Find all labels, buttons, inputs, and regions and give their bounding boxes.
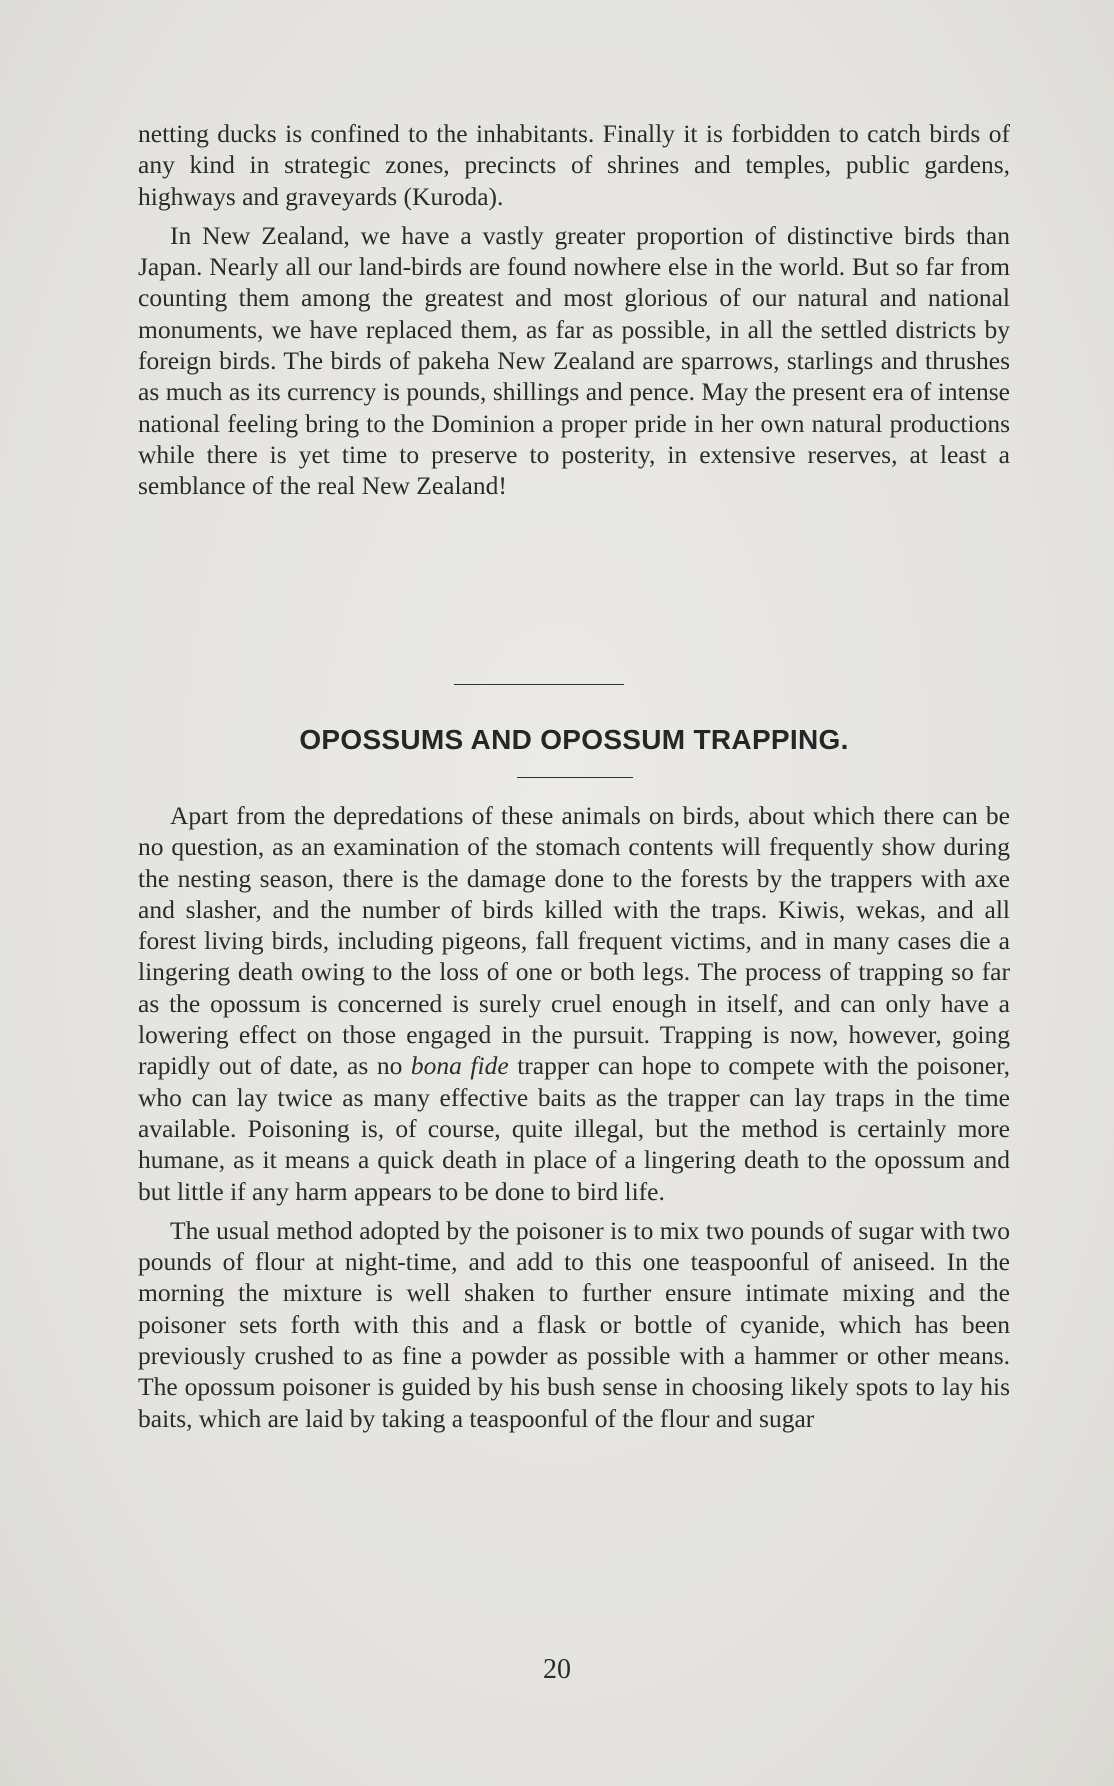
- paragraph-depredations: [138, 800, 1010, 1207]
- section-heading: OPOSSUMS AND OPOSSUM TRAPPING.: [299, 724, 849, 755]
- paragraph-depredations-part-2: trapper can hope to compete with the poisoner, who can lay twice as many effective baits as the trapper can lay traps in the time available. Poisoning is, of course, quite illegal, but the method is certainly more humane, as it means a quick death in place of a lingering death to the opossum and but little if any harm appears to be done to bird life.: [138, 1051, 1010, 1206]
- section-bottom-text: [138, 800, 1010, 1442]
- section-divider-rule: [454, 684, 624, 685]
- italic-phrase: bona fide: [410, 1051, 509, 1081]
- heading-underline-rule: [517, 777, 633, 778]
- section-top-text: [138, 118, 1010, 510]
- paragraph-depredations-part-1: Apart from the depredations of these animals on birds, about which there can be no question, as an examination of the stomach contents will frequently show during the nesting season, there is the damage done to the forests by the trappers with axe and slasher, and the number of birds killed with the traps. Kiwis, wekas, and all forest living birds, including pigeons, fall frequent victims, and in many cases die a lingering death owing to the loss of one or both legs. The process of trapping so far as the opossum is concerned is surely cruel enough in itself, and can only have a lowering effect on those engaged in the pursuit. Trapping is now, however, going rapidly out of date, as no: [138, 801, 1010, 1081]
- paragraph-continued: netting ducks is confined to the inhabitants. Finally it is forbidden to catch birds of any kind in strategic zones, precincts of shrines and temples, public gardens, highways and graveyards (Kuroda).: [138, 119, 1010, 211]
- paragraph-poisoner-method: The usual method adopted by the poisoner is to mix two pounds of sugar with two pounds of flour at night-time, and add to this one teaspoonful of aniseed. In the morning the mixture is well shaken to further ensure intimate mixing and the poisoner sets forth with this and a flask or bottle of cyanide, which has been previously crushed to as fine a powder as possible with a hammer or other means. The opossum poisoner is guided by his bush sense in choosing likely spots to lay his baits, which are laid by taking a teaspoonful of the flour and sugar: [138, 1215, 1010, 1433]
- paragraph-new-zealand: In New Zealand, we have a vastly greater proportion of distinctive birds than Japan. Nearly all our land-birds are found nowhere else in the world. But so far from counting them among the greatest and most glorious of our natural and national monuments, we have replaced them, as far as possible, in all the settled districts by foreign birds. The birds of pakeha New Zealand are sparrows, starlings and thrushes as much as its currency is pounds, shillings and pence. May the present era of intense national feeling bring to the Dominion a proper pride in her own natural productions while there is yet time to preserve to posterity, in extensive reserves, at least a semblance of the real New Zealand!: [138, 220, 1010, 501]
- page-number: 20: [543, 1654, 571, 1685]
